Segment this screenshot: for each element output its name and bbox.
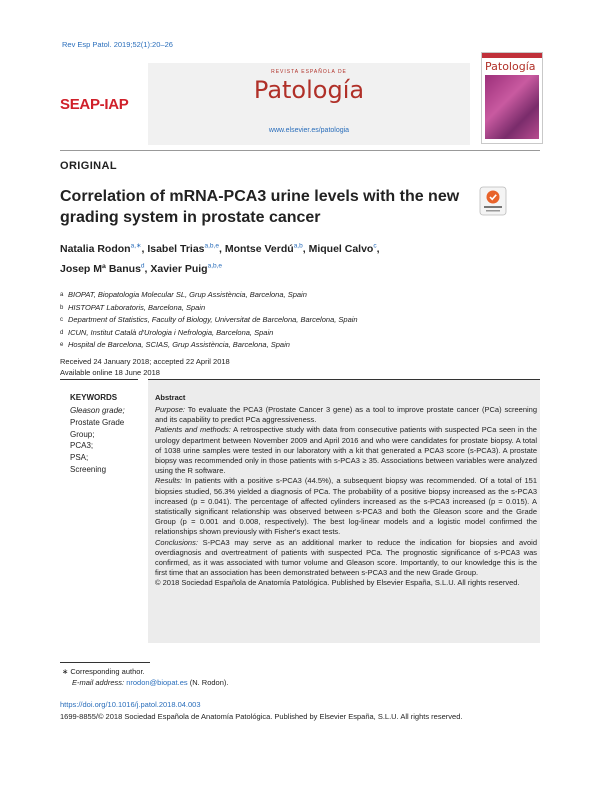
cover-title: Patología <box>485 60 536 73</box>
journal-cover-image <box>481 52 543 144</box>
doi-link[interactable]: https://doi.org/10.1016/j.patol.2018.04.003 <box>60 700 201 709</box>
check-for-updates-badge[interactable] <box>478 186 508 216</box>
footnote-rule <box>60 662 150 663</box>
abstract-conclusions: Conclusions: S-PCA3 may serve as an additional marker to reduce the indication for biopsies and avoid overdiagnosis and overtreatment of patients with suspected PCa. The prognostic significance of s-PCA3 was confirmed, as it was associated with tumor volume and Gleason score. Importantly, to our knowledge this is the first time that an association has been demonstrated between s-PCA3 and the new Grade Group. <box>155 537 537 578</box>
keywords-list <box>70 405 140 476</box>
abstract-heading: Abstract <box>155 393 186 402</box>
keyword: Screening <box>70 464 107 474</box>
issn-copyright: 1699-8855/© 2018 Sociedad Española de Anatomía Patológica. Published by Elsevier España, S.L.U. All rights reserved. <box>60 712 463 721</box>
keyword: PSA; <box>70 453 89 463</box>
author: Natalia Rodon$^{a,∗}$, <box>60 242 148 255</box>
corresponding-footnote: ∗ Corresponding author. E-mail address: nrodon@biopat.es (N. Rodon). <box>62 667 229 687</box>
author: Xavier Puig$^{a,b,e}$ <box>150 262 223 275</box>
keyword: Prostate Grade Group; <box>70 417 125 439</box>
email-link[interactable]: nrodon@biopat.es <box>126 677 188 687</box>
affiliation-item: e Hospital de Barcelona, SCIAS, Grup Assistència, Barcelona, Spain <box>60 340 290 349</box>
check-updates-icon <box>478 186 508 216</box>
society-logo: SEAP-IAP <box>60 96 129 113</box>
affiliation-item: c Department of Statistics, Faculty of Biology, Universitat de Barcelona, Barcelona, Spain <box>60 315 358 324</box>
affiliations <box>60 289 530 352</box>
article-title: Correlation of mRNA-PCA3 urine levels with the new grading system in prostate cancer <box>60 188 460 226</box>
author: Montse Verdú$^{a,b}$, <box>224 242 309 255</box>
abstract-purpose: Purpose: To evaluate the PCA3 (Prostate Cancer 3 gene) as a tool to improve prostate cancer (PCa) screening and its capability to predict PCa aggressiveness. <box>155 405 537 425</box>
keywords-top-rule <box>60 379 138 380</box>
abstract-copyright: © 2018 Sociedad Española de Anatomía Patológica. Published by Elsevier España, S.L.U. All rights reserved. <box>155 578 520 588</box>
online-date: Available online 18 June 2018 <box>60 368 160 377</box>
journal-citation[interactable]: Rev Esp Patol. 2019;52(1):20–26 <box>62 40 173 49</box>
keywords-heading: KEYWORDS <box>70 393 118 402</box>
journal-url-link[interactable]: www.elsevier.es/patologia <box>268 127 350 134</box>
abstract-results: Results: In patients with a positive s-PCA3 (44.5%), a subsequent biopsy was recommended. Of a total of 151 biopsies studied, 56.3% yielded a diagnosis of PCa. The probability of a positive biopsy increased as the s-PCA3 increased (p = 0.041). The percentage of affected cylinders increased as the s-PCA3 increased (p = 0.015). A statistically significant relationship was observed between s-PCA3 and both the Gleason score and the Grade Group (p = 0.001 and 0.008, respectively). The best log-linear models and a logistic model confirmed the relationships shown previously with Fisher's exact tests. <box>155 476 537 537</box>
keyword: PCA3; <box>70 441 94 451</box>
keyword: Gleason grade; <box>70 406 125 415</box>
abstract-methods: Patients and methods: A retrospective study with data from consecutive patients with suspected PCa seen in the urology department between November 2009 and April 2016 and who were candidates for prostate biopsy. A total of 1038 urine samples were tested in our laboratory with a kit that generated a PCA3 score (s-PCA3). A prostate biopsy was recommended only in those patients with s-PCA3 ≥ 35. Associations between variables were analyzed using the R software. <box>155 425 537 476</box>
affiliation-item: d ICUN, Institut Català d'Urologia i Nefrologia, Barcelona, Spain <box>60 327 274 337</box>
publication-footer <box>60 699 462 723</box>
article-dates <box>60 356 230 378</box>
received-date: Received 24 January 2018; accepted 22 April 2018 <box>60 357 230 366</box>
affiliation-item: b HISTOPAT Laboratoris, Barcelona, Spain <box>60 302 206 312</box>
author: Miquel Calvo$^c$, <box>308 242 380 255</box>
section-label: ORIGINAL <box>60 160 117 172</box>
author: Isabel Trias$^{a,b,e}$, <box>147 242 225 255</box>
journal-subtitle: REVISTA ESPAÑOLA DE <box>271 69 347 75</box>
affiliation-item: a BIOPAT, Biopatologia Molecular SL, Grup Assistència, Barcelona, Spain <box>60 290 307 299</box>
journal-name: Patología <box>253 76 365 104</box>
author: Josep Mª Banus$^d$, <box>60 262 151 275</box>
author-list <box>60 237 480 278</box>
header-divider <box>60 150 540 151</box>
abstract-body <box>155 405 537 589</box>
